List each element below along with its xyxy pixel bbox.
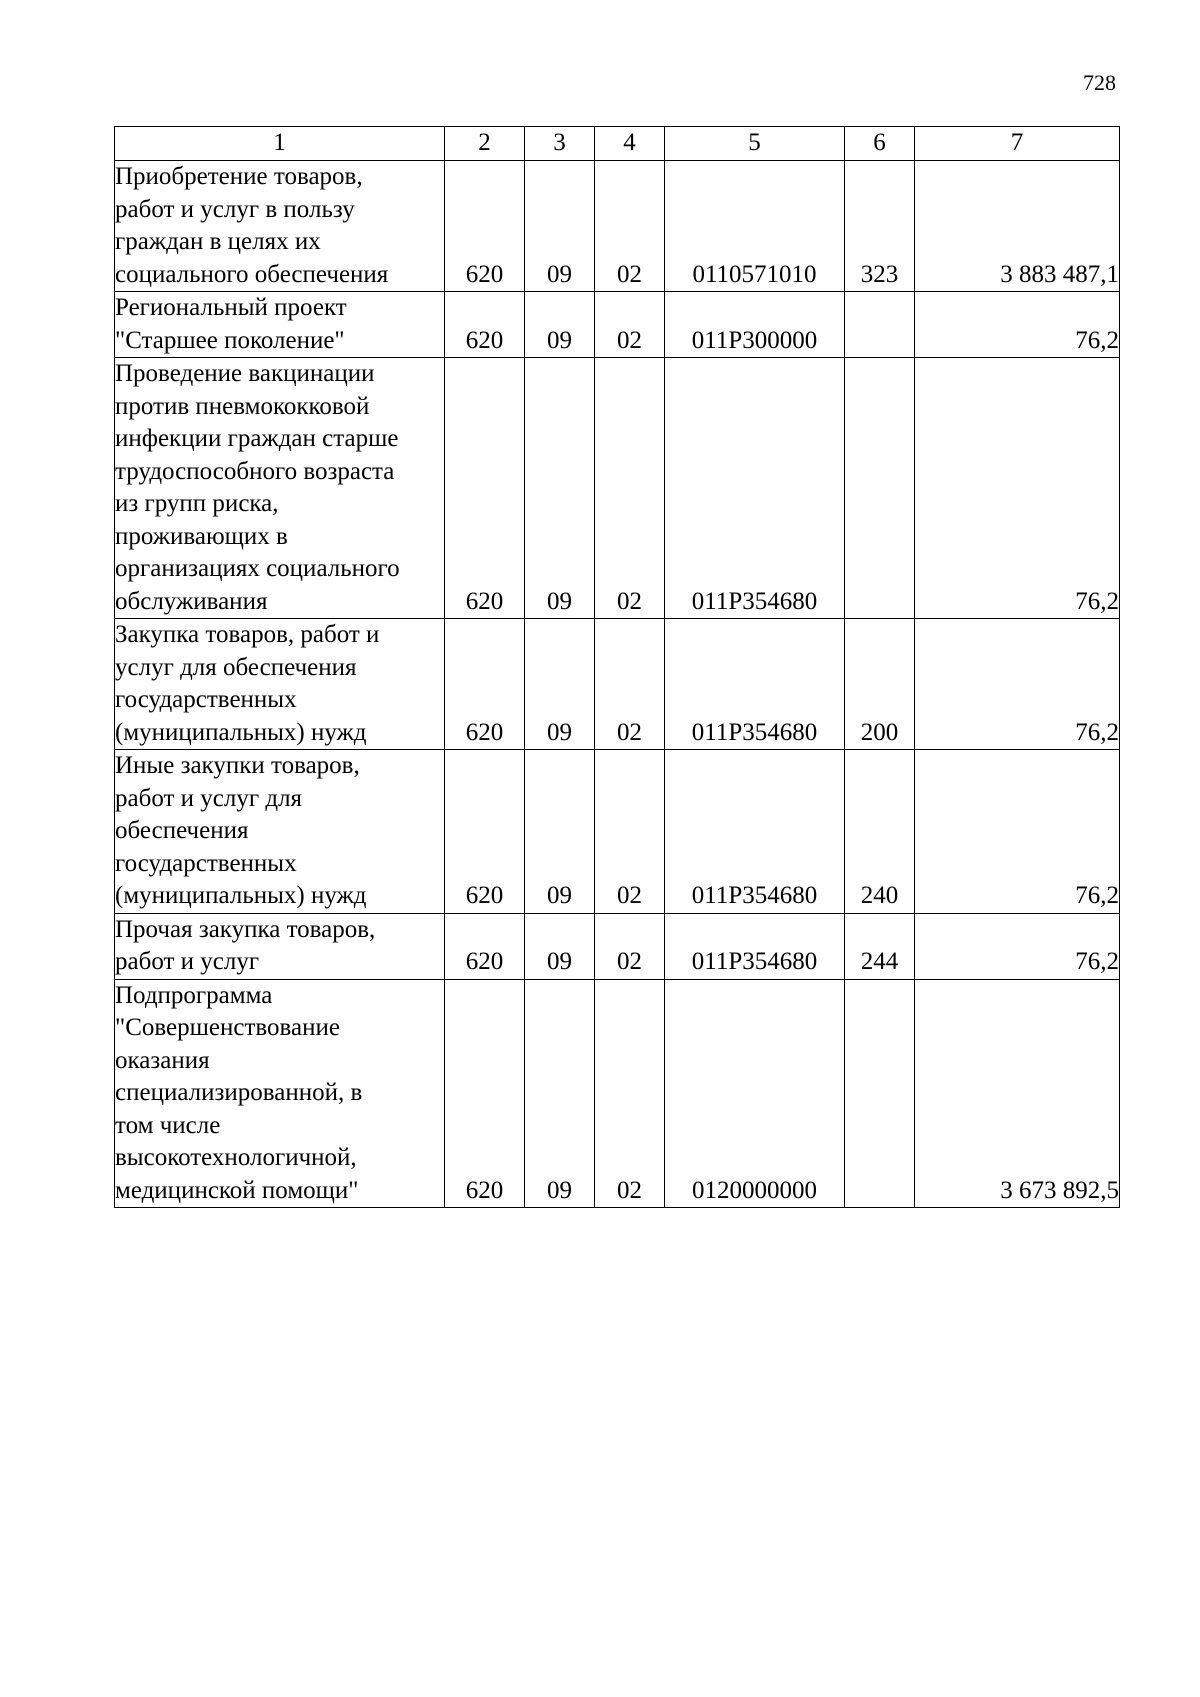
- cell-col4: 02: [595, 750, 665, 914]
- cell-col2: 620: [445, 161, 525, 292]
- row-name-cell: [115, 913, 445, 979]
- cell-col6: 200: [845, 619, 915, 750]
- cell-col2: 620: [445, 913, 525, 979]
- cell-col2: 620: [445, 619, 525, 750]
- row-name: Иные закупки товаров, работ и услуг для обеспечения государственных (муниципальных) нужд: [115, 752, 367, 909]
- table-row: [115, 292, 1120, 358]
- cell-col5: 011P300000: [665, 292, 845, 358]
- table-row: [115, 913, 1120, 979]
- cell-col3: 09: [525, 358, 595, 619]
- table-row: [115, 979, 1120, 1208]
- row-name: Проведение вакцинации против пневмококковой инфекции граждан старше трудоспособного возраста из групп риска, проживающих в организациях социального обслуживания: [115, 360, 400, 615]
- row-name-cell: [115, 979, 445, 1208]
- column-header: 1: [115, 127, 445, 161]
- cell-col5: 011P354680: [665, 913, 845, 979]
- cell-col4: 02: [595, 292, 665, 358]
- table-row: [115, 358, 1120, 619]
- cell-col4: 02: [595, 913, 665, 979]
- cell-col6: 240: [845, 750, 915, 914]
- cell-col5: 011P354680: [665, 358, 845, 619]
- cell-col2: 620: [445, 979, 525, 1208]
- table-header-row: [115, 127, 1120, 161]
- row-name-cell: [115, 750, 445, 914]
- row-name-cell: [115, 161, 445, 292]
- table-row: [115, 750, 1120, 914]
- cell-col7: 76,2: [915, 358, 1120, 619]
- cell-col7: 76,2: [915, 913, 1120, 979]
- column-header: 4: [595, 127, 665, 161]
- cell-col7: 76,2: [915, 292, 1120, 358]
- cell-col7: 3 673 892,5: [915, 979, 1120, 1208]
- column-header: 6: [845, 127, 915, 161]
- cell-col4: 02: [595, 358, 665, 619]
- cell-col6: [845, 979, 915, 1208]
- cell-col7: 3 883 487,1: [915, 161, 1120, 292]
- table-row: [115, 161, 1120, 292]
- cell-col7: 76,2: [915, 619, 1120, 750]
- cell-col6: [845, 292, 915, 358]
- row-name-cell: [115, 292, 445, 358]
- cell-col7: 76,2: [915, 750, 1120, 914]
- cell-col4: 02: [595, 619, 665, 750]
- cell-col2: 620: [445, 292, 525, 358]
- row-name: Региональный проект "Старшее поколение": [115, 294, 347, 354]
- cell-col3: 09: [525, 292, 595, 358]
- cell-col5: 011P354680: [665, 619, 845, 750]
- cell-col5: 011P354680: [665, 750, 845, 914]
- column-header: 7: [915, 127, 1120, 161]
- column-header: 5: [665, 127, 845, 161]
- cell-col3: 09: [525, 979, 595, 1208]
- cell-col3: 09: [525, 750, 595, 914]
- cell-col4: 02: [595, 979, 665, 1208]
- row-name-cell: [115, 358, 445, 619]
- row-name: Приобретение товаров, работ и услуг в пользу граждан в целях их социального обеспечения: [115, 163, 389, 288]
- budget-table: [114, 126, 1120, 1208]
- column-header: 3: [525, 127, 595, 161]
- row-name: Прочая закупка товаров, работ и услуг: [115, 915, 376, 975]
- cell-col3: 09: [525, 161, 595, 292]
- cell-col6: 323: [845, 161, 915, 292]
- cell-col2: 620: [445, 358, 525, 619]
- row-name: Подпрограмма "Совершенствование оказания специализированной, в том числе высокотехнологичной, медицинской помощи": [115, 981, 363, 1204]
- cell-col2: 620: [445, 750, 525, 914]
- cell-col5: 0120000000: [665, 979, 845, 1208]
- row-name-cell: [115, 619, 445, 750]
- page-number: 728: [1083, 70, 1116, 95]
- row-name: Закупка товаров, работ и услуг для обеспечения государственных (муниципальных) нужд: [115, 621, 380, 746]
- cell-col5: 0110571010: [665, 161, 845, 292]
- cell-col6: [845, 358, 915, 619]
- cell-col4: 02: [595, 161, 665, 292]
- column-header: 2: [445, 127, 525, 161]
- cell-col3: 09: [525, 619, 595, 750]
- cell-col6: 244: [845, 913, 915, 979]
- cell-col3: 09: [525, 913, 595, 979]
- table-row: [115, 619, 1120, 750]
